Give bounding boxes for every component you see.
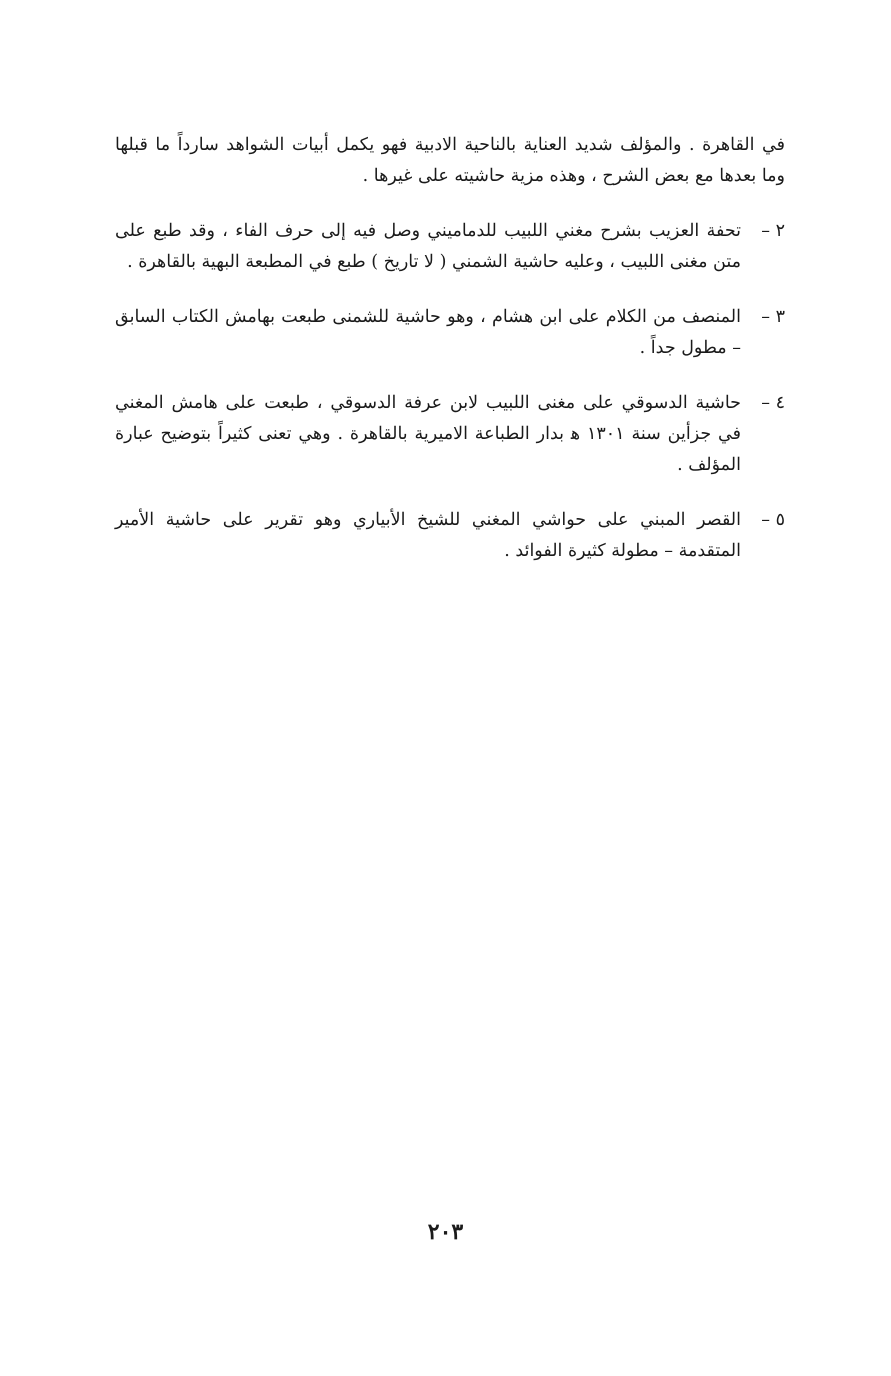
- list-item: [115, 302, 785, 364]
- list-item: [115, 505, 785, 567]
- entry-number: ٥ –: [761, 510, 785, 530]
- entry-text: المنصف من الكلام على ابن هشام ، وهو حاشية للشمنى طبعت بهامش الكتاب السابق – مطول جداً .: [115, 307, 741, 358]
- list-item: [115, 388, 785, 481]
- entry-text: تحفة العزيب بشرح مغني اللبيب للدماميني وصل فيه إلى حرف الفاء ، وقد طبع على متن مغنى اللبيب ، وعليه حاشية الشمني ( لا تاريخ ) طبع في المطبعة البهية بالقاهرة .: [115, 221, 741, 272]
- entry-number: ٣ –: [761, 307, 785, 327]
- entry-text: حاشية الدسوقي على مغنى اللبيب لابن عرفة الدسوقي ، طبعت على هامش المغني في جزأين سنة ١٣٠١ ﻫ بدار الطباعة الاميرية بالقاهرة . وهي تعنى كثيراً بتوضيح عبارة المؤلف .: [115, 393, 741, 475]
- entry-text: القصر المبني على حواشي المغني للشيخ الأبياري وهو تقرير على حاشية الأمير المتقدمة – مطولة كثيرة الفوائد .: [115, 510, 741, 561]
- entry-number: ٤ –: [761, 393, 785, 413]
- list-item: [115, 216, 785, 278]
- entry-number: ٢ –: [761, 221, 785, 241]
- page-number: ٢٠٣: [427, 1219, 464, 1245]
- opening-paragraph: في القاهرة . والمؤلف شديد العناية بالناحية الادبية فهو يكمل أبيات الشواهد سارداً ما قبلها وما بعدها مع بعض الشرح ، وهذه مزية حاشيته على غيرها .: [115, 135, 785, 186]
- page-body: [115, 130, 785, 591]
